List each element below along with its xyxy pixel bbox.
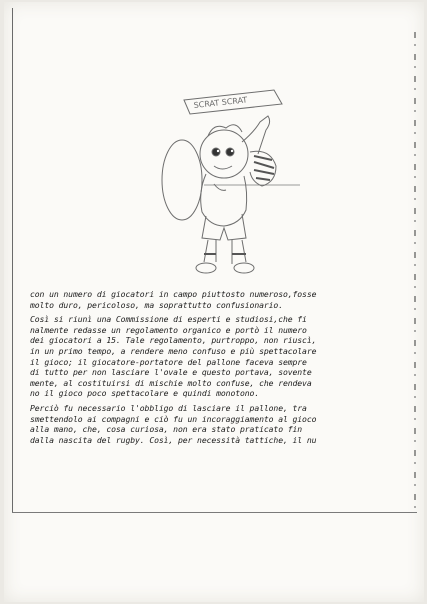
page-left-edge [12, 8, 13, 513]
paragraph-2 [30, 314, 400, 399]
text-line: nalmente redasse un regolamento organico e portò il numero [30, 324, 307, 335]
text-line: Così si riunì una Commissione di esperti e studiosi,che fi [30, 314, 307, 325]
text-line: molto duro, pericoloso, ma soprattutto confusionario. [30, 299, 283, 310]
rugby-player-illustration [154, 82, 314, 292]
scanned-page [4, 2, 424, 602]
page-bottom-edge [12, 512, 417, 513]
body-text [30, 289, 400, 449]
text-line: in un primo tempo, a rendere meno confuso e più spettacolare [30, 345, 317, 356]
text-line: di tutto per non lasciare l'ovale e questo portava, sovente [30, 367, 312, 378]
page-right-binding [414, 32, 416, 512]
sign-lettering: SCRAT SCRAT [193, 95, 248, 110]
paragraph-3 [30, 403, 400, 445]
text-line: no il gioco poco spettacolare e quindi monotono. [30, 388, 260, 399]
text-line: dalla nascita del rugby. Così, per necessità tattiche, il nu [30, 434, 317, 445]
paragraph-1 [30, 289, 400, 310]
text-line: il gioco; il giocatore-portatore del pallone faceva sempre [30, 356, 307, 367]
text-line: dei giocatori a 15. Tale regolamento, purtroppo, non riuscì, [30, 335, 317, 346]
text-line: con un numero di giocatori in campo piuttosto numeroso,fosse [30, 289, 317, 299]
text-line: smettendolo ai compagni e ciò fu un incoraggiamento al gioco [30, 413, 317, 424]
text-line: Perciò fu necessario l'obbligo di lasciare il pallone, tra [30, 402, 307, 413]
text-line: alla mano, che, cosa curiosa, non era stato praticato fin [30, 424, 303, 435]
text-line: mente, al costituirsi di mischie molto confuse, che rendeva [30, 377, 312, 388]
